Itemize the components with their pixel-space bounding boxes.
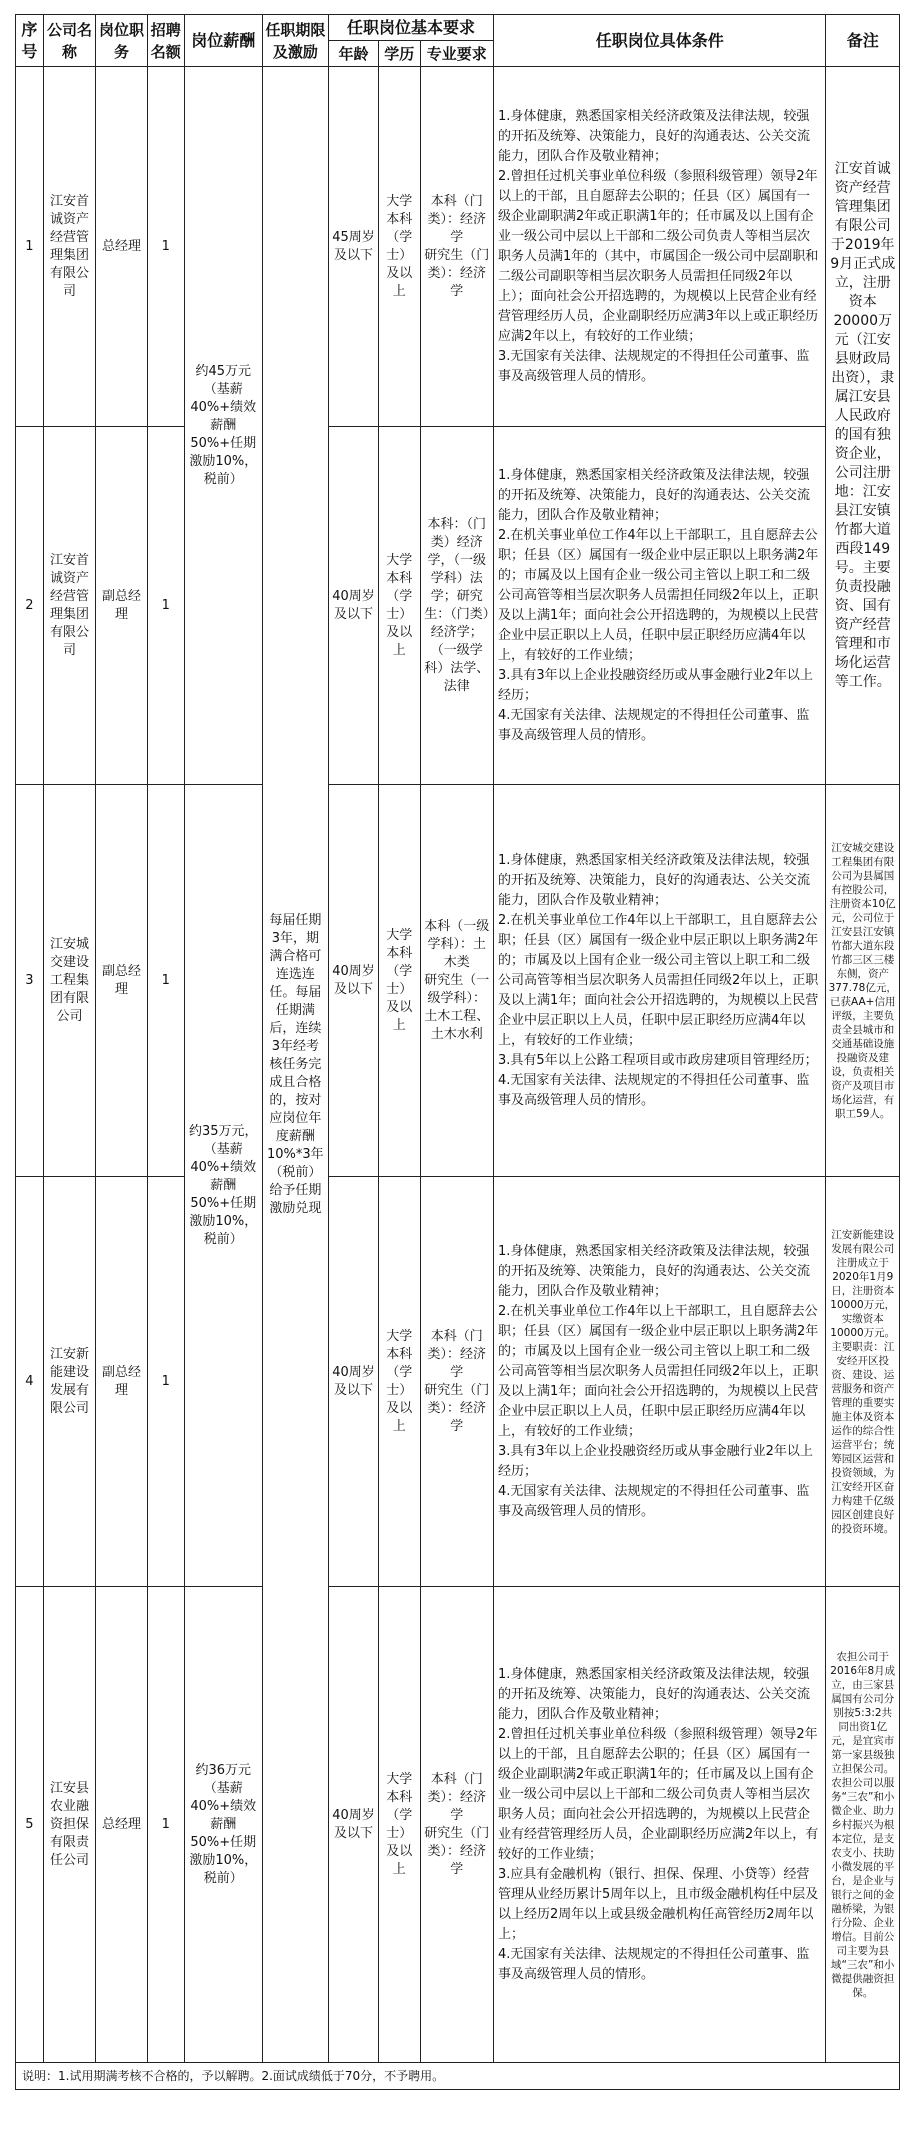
cell-conditions: 1.身体健康，熟悉国家相关经济政策及法律法规，较强的开拓及统筹、决策能力，良好的沟通表达、公关交流能力，团队合作及敬业精神； 2.在机关事业单位工作4年以上干部职工，且自愿辞去公职；任县（区）属国有一级企业中层正职以上职务满2年的；市属及以上国有企业一级公司主管以上职工和二级公司高管等相当层次职务人员需担任同级2年以上，正职及以上满1年；面向社会公开招选聘的，为规模以上民营企业中层正职以上人员，任职中层正职经历应满4年以上，有较好的工作业绩； 3.具有3年以上企业投融资经历或从事金融行业2年以上经历； 4.无国家有关法律、法规规定的不得担任公司董事、监事及高级管理人员的情形。 <box>493 427 826 785</box>
cell-conditions: 1.身体健康，熟悉国家相关经济政策及法律法规，较强的开拓及统筹、决策能力，良好的沟通表达、公关交流能力，团队合作及敬业精神； 2.在机关事业单位工作4年以上干部职工，且自愿辞去公职；任县（区）属国有一级企业中层正职以上职务满2年的；市属及以上国有企业一级公司主管以上职工和二级公司高管等相当层次职务人员需担任同级2年以上，正职及以上满1年；面向社会公开招选聘的，为规模以上民营企业中层正职以上人员，任职中层正职经历应满4年以上，有较好的工作业绩； 3.具有5年以上公路工程项目或市政房建项目管理经历； 4.无国家有关法律、法规规定的不得担任公司董事、监事及高级管理人员的情形。 <box>493 785 826 1177</box>
cell-count: 1 <box>147 67 184 427</box>
cell-major: 本科（门类）：经济学 研究生（门类）：经济学 <box>420 1177 493 1587</box>
header-edu: 学历 <box>378 41 420 67</box>
cell-major: 本科（门类）：经济学 研究生（门类）：经济学 <box>420 1587 493 2063</box>
cell-seq: 1 <box>16 67 44 427</box>
table-row <box>16 427 900 785</box>
cell-salary: 约36万元（基薪40%+绩效薪酬50%+任期激励10%，税前） <box>185 1587 263 2063</box>
cell-remark: 江安新能建设发展有限公司注册成立于2020年1月9日，注册资本10000万元，实缴资本10000万元。主要职责：江安经开区投资、建设、运营服务和资产管理的重要实施主体及资本运作的综合性运营平台；统筹园区运营和投资领域，为江安经开区奋力构建千亿级园区创建良好的投资环境。 <box>826 1177 900 1587</box>
cell-age: 45周岁及以下 <box>329 67 379 427</box>
note-row <box>16 2063 900 2090</box>
cell-age: 40周岁及以下 <box>329 427 379 785</box>
header-conditions: 任职岗位具体条件 <box>493 15 826 67</box>
cell-count: 1 <box>147 427 184 785</box>
cell-major: 本科（一级学科）：土木类 研究生（一级学科）：土木工程、土木水利 <box>420 785 493 1177</box>
cell-edu: 大学本科（学士）及以上 <box>378 1177 420 1587</box>
cell-position: 总经理 <box>96 67 147 427</box>
cell-conditions: 1.身体健康，熟悉国家相关经济政策及法律法规，较强的开拓及统筹、决策能力，良好的沟通表达、公关交流能力，团队合作及敬业精神； 2.在机关事业单位工作4年以上干部职工，且自愿辞去公职；任县（区）属国有一级企业中层正职以上职务满2年的；市属及以上国有企业一级公司主管以上职工和二级公司高管等相当层次职务人员需担任同级2年以上，正职及以上满1年；面向社会公开招选聘的，为规模以上民营企业中层正职以上人员，任职中层正职经历应满4年以上，有较好的工作业绩； 3.具有3年以上企业投融资经历或从事金融行业2年以上经历； 4.无国家有关法律、法规规定的不得担任公司董事、监事及高级管理人员的情形。 <box>493 1177 826 1587</box>
cell-edu: 大学本科（学士）及以上 <box>378 427 420 785</box>
footnote: 说明：1.试用期满考核不合格的，予以解聘。2.面试成绩低于70分，不予聘用。 <box>16 2063 900 2090</box>
header-term: 任职期限及激励 <box>262 15 329 67</box>
cell-edu: 大学本科（学士）及以上 <box>378 1587 420 2063</box>
cell-company: 江安城交建设工程集团有限公司 <box>43 785 96 1177</box>
header-remark: 备注 <box>826 15 900 67</box>
cell-edu: 大学本科（学士）及以上 <box>378 785 420 1177</box>
cell-conditions: 1.身体健康，熟悉国家相关经济政策及法律法规，较强的开拓及统筹、决策能力，良好的沟通表达、公关交流能力，团队合作及敬业精神； 2.曾担任过机关事业单位科级（参照科级管理）领导2年以上的干部，且自愿辞去公职的；任县（区）属国有一级企业副职满2年或正职满1年的；任市属及以上国有企业一级公司中层以上干部和二级公司负责人等相当层次职务人员满1年的（其中，市属国企一级公司中层副职和二级公司副职等相当层次职务人员需担任同级2年以上）；面向社会公开招选聘的，为规模以上民营企业有经营管理经历人员，企业副职经历应满3年以上或正职经历应满2年以上，有较好的工作业绩； 3.无国家有关法律、法规规定的不得担任公司董事、监事及高级管理人员的情形。 <box>493 67 826 427</box>
table-row <box>16 1587 900 2063</box>
cell-count: 1 <box>147 1587 184 2063</box>
cell-age: 40周岁及以下 <box>329 1177 379 1587</box>
cell-position: 副总经理 <box>96 785 147 1177</box>
table-row <box>16 1177 900 1587</box>
header-company: 公司名称 <box>43 15 96 67</box>
table-row <box>16 67 900 427</box>
cell-company: 江安县农业融资担保有限责任公司 <box>43 1587 96 2063</box>
cell-seq: 3 <box>16 785 44 1177</box>
cell-salary: 约35万元，（基薪40%+绩效薪酬50%+任期激励10%，税前） <box>185 785 263 1587</box>
cell-salary: 约45万元（基薪40%+绩效薪酬50%+任期激励10%，税前） <box>185 67 263 785</box>
cell-term: 每届任期3年，期满合格可连选连任。每届任期满后，连续3年经考核任务完成且合格的，按对应岗位年度薪酬10%*3年（税前）给予任期激励兑现 <box>262 67 329 2063</box>
cell-remark: 农担公司于2016年8月成立，由三家县属国有公司分别按5:3:2共同出资1亿元，是宜宾市第一家县级独立担保公司。农担公司以服务“三农”和小微企业、助力乡村振兴为根本定位，是支农支小、扶助小微发展的平台，是企业与银行之间的金融桥梁，为银行分险、企业增信。目前公司主要为县域“三农”和小微提供融资担保。 <box>826 1587 900 2063</box>
cell-position: 总经理 <box>96 1587 147 2063</box>
table-row <box>16 785 900 1177</box>
cell-remark: 江安首诚资产经营管理集团有限公司于2019年9月正式成立，注册资本20000万元（江安县财政局出资），隶属江安县人民政府的国有独资企业，公司注册地：江安县江安镇竹都大道西段149号。主要负责投融资、国有资产经营管理和市场化运营等工作。 <box>826 67 900 785</box>
cell-position: 副总经理 <box>96 427 147 785</box>
cell-age: 40周岁及以下 <box>329 785 379 1177</box>
cell-company: 江安首诚资产经营管理集团有限公司 <box>43 427 96 785</box>
header-position: 岗位职务 <box>96 15 147 67</box>
recruitment-table <box>15 14 900 2090</box>
header-seq: 序号 <box>16 15 44 67</box>
header-age: 年龄 <box>329 41 379 67</box>
header-basic-requirements: 任职岗位基本要求 <box>329 15 494 41</box>
header-count: 招聘名额 <box>147 15 184 67</box>
cell-major: 本科（门类）：经济学 研究生（门类）：经济学 <box>420 67 493 427</box>
cell-count: 1 <box>147 785 184 1177</box>
cell-seq: 4 <box>16 1177 44 1587</box>
cell-seq: 5 <box>16 1587 44 2063</box>
header-major: 专业要求 <box>420 41 493 67</box>
cell-major: 本科：（门类）经济学，（一级学科）法学；研究生：（门类）经济学；（一级学科）法学、法律 <box>420 427 493 785</box>
cell-conditions: 1.身体健康，熟悉国家相关经济政策及法律法规，较强的开拓及统筹、决策能力，良好的沟通表达、公关交流能力，团队合作及敬业精神； 2.曾担任过机关事业单位科级（参照科级管理）领导2年以上的干部，且自愿辞去公职的；任县（区）属国有一级企业副职满2年或正职满1年的；任市属及以上国有企业一级公司中层以上干部和二级公司负责人等相当层次职务人员；面向社会公开招选聘的，为规模以上民营企业有经营管理经历人员，企业副职经历应满2年以上，有较好的工作业绩； 3.应具有金融机构（银行、担保、保理、小贷等）经营管理从业经历累计5周年以上，且市级金融机构任中层及以上经历2周年以上或县级金融机构任高管经历2周年以上； 4.无国家有关法律、法规规定的不得担任公司董事、监事及高级管理人员的情形。 <box>493 1587 826 2063</box>
cell-company: 江安首诚资产经营管理集团有限公司 <box>43 67 96 427</box>
cell-remark: 江安城交建设工程集团有限公司为县属国有控股公司，注册资本10亿元，公司位于江安县江安镇竹都大道东段竹都三区三楼东侧，资产377.78亿元，已获AA+信用评级，主要负责全县城市和交通基础设施投融资及建设，负责相关资产及项目市场化运营，有职工59人。 <box>826 785 900 1177</box>
cell-company: 江安新能建设发展有限公司 <box>43 1177 96 1587</box>
cell-age: 40周岁及以下 <box>329 1587 379 2063</box>
cell-position: 副总经理 <box>96 1177 147 1587</box>
cell-seq: 2 <box>16 427 44 785</box>
cell-edu: 大学本科（学士）及以上 <box>378 67 420 427</box>
cell-count: 1 <box>147 1177 184 1587</box>
header-salary: 岗位薪酬 <box>185 15 263 67</box>
